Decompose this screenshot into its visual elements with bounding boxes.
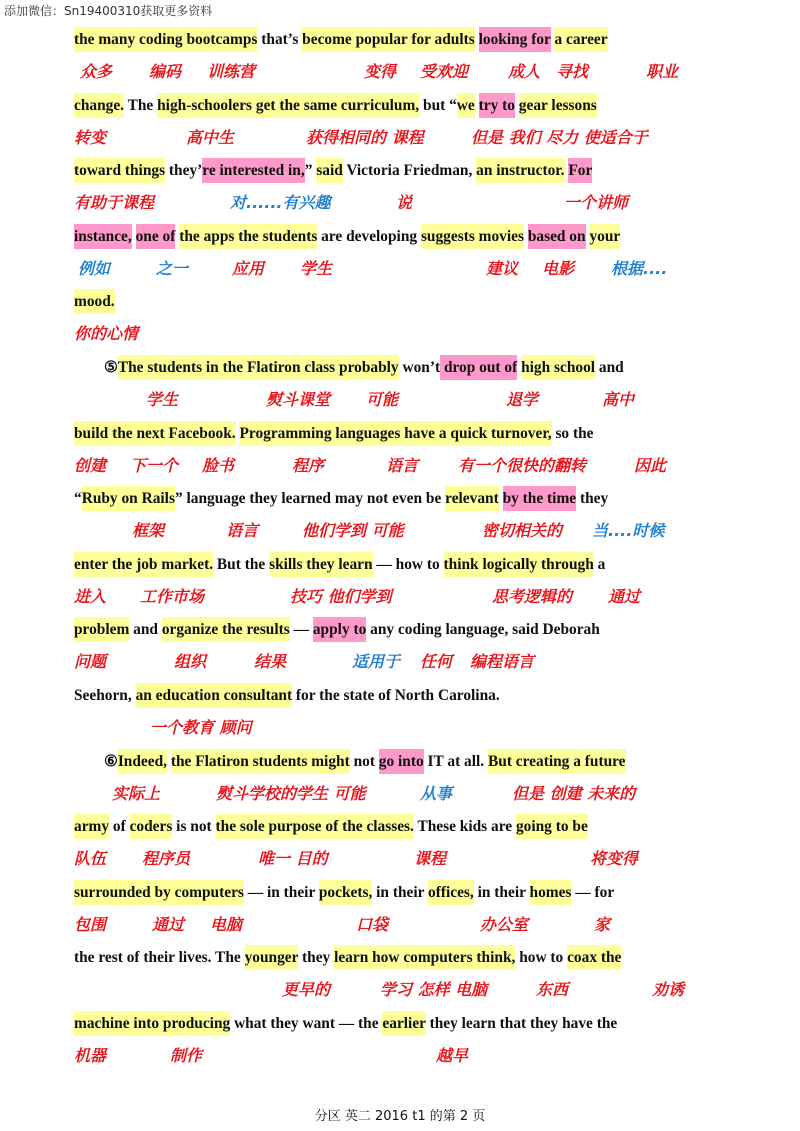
highlighted-phrase: organize the results xyxy=(162,617,290,642)
chinese-gloss: 适用于 xyxy=(352,652,401,672)
chinese-gloss: 学习 怎样 电脑 xyxy=(380,980,488,1000)
chinese-gloss-line xyxy=(74,584,740,610)
chinese-gloss: 当....时候 xyxy=(592,521,665,541)
highlighted-phrase: machine into producing xyxy=(74,1011,230,1036)
highlighted-phrase-pink: looking for xyxy=(479,27,551,52)
highlighted-phrase-pink: go into xyxy=(379,749,424,774)
chinese-gloss: 一个教育 顾问 xyxy=(150,718,252,737)
text-segment: in their xyxy=(473,883,530,901)
chinese-gloss-line xyxy=(74,649,740,675)
text-segment: ” language they learned may xyxy=(174,490,364,508)
chinese-gloss: 密切相关的 xyxy=(482,521,563,541)
text-segment: — in their xyxy=(243,883,319,901)
text-segment: ⑤ xyxy=(104,359,118,376)
english-line xyxy=(74,943,716,973)
chinese-gloss: 转变 xyxy=(74,127,107,147)
english-line xyxy=(74,615,716,645)
english-line xyxy=(74,1009,716,1039)
chinese-gloss-line xyxy=(74,912,740,938)
chinese-gloss: 包围 xyxy=(74,914,107,934)
text-segment: but “ xyxy=(419,96,457,114)
text-segment: that’s xyxy=(257,31,303,48)
english-line xyxy=(74,550,716,580)
highlighted-phrase: the apps the students xyxy=(179,224,317,249)
chinese-gloss: 程序 xyxy=(292,455,325,475)
highlighted-phrase: going to be xyxy=(516,814,588,839)
chinese-gloss: 组织 xyxy=(174,652,207,672)
text-segment: But the xyxy=(213,555,270,573)
watermark: 添加微信：Sn19400310获取更多资料 xyxy=(4,4,213,18)
chinese-gloss: 寻找 xyxy=(556,62,589,81)
chinese-gloss: 根据.... xyxy=(611,258,668,278)
chinese-gloss: 熨斗学校的学生 可能 xyxy=(216,783,366,803)
highlighted-phrase: suggests movies xyxy=(421,224,524,249)
highlighted-phrase-pink: apply to xyxy=(313,617,366,642)
chinese-gloss: 有助于课程 xyxy=(74,193,155,213)
chinese-gloss: 课程 xyxy=(414,849,447,869)
text-segment: of xyxy=(109,818,130,836)
english-line xyxy=(74,812,716,842)
chinese-gloss: 从事 xyxy=(420,783,453,803)
highlighted-phrase: army xyxy=(74,814,109,839)
chinese-gloss: 口袋 xyxy=(356,914,389,934)
text-segment: Victoria Friedman, xyxy=(342,162,477,180)
chinese-gloss: 建议 xyxy=(486,258,519,278)
chinese-gloss: 应用 xyxy=(232,258,265,278)
highlighted-phrase: relevant xyxy=(445,486,499,511)
chinese-gloss: 语言 xyxy=(226,521,259,541)
chinese-gloss: 一个讲师 xyxy=(564,193,629,213)
text-segment: IT at all. xyxy=(423,752,488,770)
highlighted-phrase-pink: one of xyxy=(136,224,176,249)
chinese-gloss: 结果 xyxy=(254,652,287,672)
chinese-gloss-line xyxy=(74,387,740,413)
chinese-gloss: 你的心情 xyxy=(74,324,139,344)
text-segment: t xyxy=(434,359,441,376)
text-segment: for the state of North Carolina. xyxy=(292,687,500,704)
chinese-gloss: 说 xyxy=(396,193,413,213)
chinese-gloss: 机器 xyxy=(74,1046,107,1065)
chinese-gloss-line xyxy=(74,781,740,807)
text-segment: so the xyxy=(551,424,594,442)
english-line xyxy=(74,287,716,317)
chinese-gloss-line xyxy=(74,190,740,216)
chinese-gloss-line xyxy=(74,321,740,347)
highlighted-phrase: we xyxy=(457,93,475,118)
text-segment: not even be xyxy=(363,490,446,508)
chinese-gloss: 框架 xyxy=(132,521,165,541)
chinese-gloss: 将变得 xyxy=(590,849,639,869)
highlighted-phrase: an education consultant xyxy=(136,683,293,708)
highlighted-phrase-pink: try to xyxy=(479,93,515,118)
chinese-gloss: 学生 xyxy=(146,390,179,409)
text-segment: how to xyxy=(515,949,568,967)
highlighted-phrase: homes xyxy=(530,880,572,905)
english-line xyxy=(74,353,716,383)
chinese-gloss: 有一个很快的翻转 xyxy=(458,455,587,475)
text-segment: they xyxy=(576,490,609,508)
chinese-gloss: 职业 xyxy=(646,62,679,81)
chinese-gloss: 但是 创建 未来的 xyxy=(512,783,636,803)
chinese-gloss: 训练营 xyxy=(207,62,256,81)
text-segment: they xyxy=(298,949,335,967)
chinese-gloss: 东西 xyxy=(536,980,569,1000)
highlighted-phrase: problem xyxy=(74,617,129,642)
chinese-gloss: 办公室 xyxy=(480,914,529,934)
english-line xyxy=(74,681,716,711)
chinese-gloss: 工作市场 xyxy=(140,586,205,606)
text-segment: not xyxy=(349,752,379,770)
chinese-gloss: 对......有兴趣 xyxy=(230,193,331,213)
text-segment xyxy=(499,486,503,511)
highlighted-phrase: offices, xyxy=(428,880,474,905)
chinese-gloss: 家 xyxy=(594,914,611,934)
chinese-gloss-line xyxy=(74,1043,740,1069)
english-line xyxy=(74,878,716,908)
chinese-gloss-line xyxy=(74,846,740,872)
highlighted-phrase: the sole purpose of the classes. xyxy=(216,814,414,839)
chinese-gloss: 制作 xyxy=(170,1046,203,1065)
text-segment: they learn that they have the xyxy=(425,1015,618,1032)
chinese-gloss: 劝诱 xyxy=(652,980,685,1000)
chinese-gloss: 程序员 xyxy=(142,849,191,869)
english-line xyxy=(74,25,716,55)
english-line xyxy=(74,91,716,121)
text-segment: they’ xyxy=(165,162,203,180)
chinese-gloss: 之一 xyxy=(156,258,189,278)
chinese-gloss: 高中 xyxy=(602,390,635,409)
highlighted-phrase: your xyxy=(589,224,620,249)
highlighted-phrase: said xyxy=(316,158,343,183)
chinese-gloss: 越早 xyxy=(436,1046,469,1065)
chinese-gloss: 变得 xyxy=(364,62,397,81)
text-segment: — xyxy=(289,621,313,639)
chinese-gloss: 众多 xyxy=(80,62,113,81)
highlighted-phrase: high-schoolers get the same curriculum, xyxy=(157,93,419,118)
chinese-gloss: 下一个 xyxy=(130,455,179,475)
highlighted-phrase: enter the job market. xyxy=(74,552,213,577)
chinese-gloss-line xyxy=(74,59,740,85)
chinese-gloss: 任何 xyxy=(420,652,453,672)
chinese-gloss-line xyxy=(74,715,740,741)
highlighted-phrase-pink: drop out of xyxy=(440,355,517,380)
highlighted-phrase: younger xyxy=(245,945,299,970)
text-segment: “ xyxy=(74,490,82,508)
english-line xyxy=(74,484,716,514)
chinese-gloss: 唯一 目的 xyxy=(258,849,328,869)
chinese-gloss: 编码 xyxy=(149,62,182,81)
english-line xyxy=(74,222,716,252)
text-segment: any coding language, xyxy=(366,621,509,639)
highlighted-phrase: the Flatiron students might xyxy=(171,749,350,774)
text-segment: is not xyxy=(172,818,216,836)
chinese-gloss: 更早的 xyxy=(282,980,331,1000)
chinese-gloss: 实际上 xyxy=(112,783,161,803)
highlighted-phrase: learn how computers think, xyxy=(334,945,515,970)
chinese-gloss: 通过 xyxy=(152,914,185,934)
chinese-gloss-line xyxy=(74,256,740,282)
chinese-gloss-line xyxy=(74,125,740,151)
highlighted-phrase: an instructor. xyxy=(476,158,564,183)
chinese-gloss: 技巧 他们学到 xyxy=(290,586,392,606)
chinese-gloss-line xyxy=(74,518,740,544)
chinese-gloss: 可能 xyxy=(366,390,399,409)
chinese-gloss: 受欢迎 xyxy=(420,62,469,81)
highlighted-phrase: But creating a future xyxy=(488,749,626,774)
highlighted-phrase: mood. xyxy=(74,289,115,314)
highlighted-phrase: the many coding bootcamps xyxy=(74,27,257,52)
chinese-gloss: 但是 我们 尽力 使适合于 xyxy=(471,127,648,147)
chinese-gloss: 熨斗课堂 xyxy=(266,390,331,409)
english-line xyxy=(74,156,716,186)
highlighted-phrase-pink: by the time xyxy=(503,486,577,511)
text-segment: ” xyxy=(304,162,317,180)
chinese-gloss-line xyxy=(74,453,740,479)
chinese-gloss: 学生 xyxy=(300,258,333,278)
chinese-gloss: 例如 xyxy=(78,258,111,278)
chinese-gloss: 语言 xyxy=(386,455,419,475)
highlighted-phrase-pink: For xyxy=(568,158,592,183)
chinese-gloss: 队伍 xyxy=(74,849,107,869)
highlighted-phrase: earlier xyxy=(382,1011,425,1036)
highlighted-phrase: Indeed, xyxy=(118,749,167,774)
text-segment: — how to xyxy=(372,555,444,573)
highlighted-phrase: become popular for adults xyxy=(302,27,475,52)
chinese-gloss-line xyxy=(74,977,740,1003)
highlighted-phrase: surrounded by computers xyxy=(74,880,244,905)
highlighted-phrase: Ruby on Rails xyxy=(82,486,175,511)
chinese-gloss: 编程语言 xyxy=(470,652,535,672)
highlighted-phrase: gear lessons xyxy=(519,93,597,118)
highlighted-phrase-pink: re interested in, xyxy=(202,158,304,183)
chinese-gloss: 思考逻辑的 xyxy=(492,586,573,606)
highlighted-phrase: build the next Facebook. xyxy=(74,421,236,446)
text-segment: in their xyxy=(372,883,429,901)
chinese-gloss: 问题 xyxy=(74,652,107,672)
chinese-gloss: 获得相同的 课程 xyxy=(306,127,424,147)
highlighted-phrase: coax the xyxy=(567,945,621,970)
chinese-gloss: 电脑 xyxy=(210,914,243,934)
text-segment: are developing xyxy=(317,227,421,245)
highlighted-phrase-pink: instance, xyxy=(74,224,132,249)
highlighted-phrase: Programming languages have a quick turnover, xyxy=(239,421,551,446)
highlighted-phrase-pink: based on xyxy=(528,224,586,249)
text-segment: — for xyxy=(571,883,615,901)
text-segment: won’ xyxy=(398,359,435,376)
english-line xyxy=(74,747,716,777)
text-segment: and xyxy=(129,621,162,639)
text-segment xyxy=(132,224,136,249)
chinese-gloss: 电影 xyxy=(542,258,575,278)
chinese-gloss: 高中生 xyxy=(186,127,235,147)
text-segment: The xyxy=(124,96,158,114)
text-segment: ⑥ xyxy=(104,752,118,770)
chinese-gloss: 成人 xyxy=(508,62,541,81)
highlighted-phrase: skills they learn xyxy=(269,552,372,577)
chinese-gloss: 脸书 xyxy=(202,455,235,475)
text-segment: what they want — the xyxy=(230,1015,383,1032)
text-segment: said Deborah xyxy=(508,621,600,639)
text-segment: and xyxy=(595,359,624,376)
highlighted-phrase: coders xyxy=(130,814,173,839)
text-segment: the rest of their lives. The xyxy=(74,949,245,967)
chinese-gloss: 进入 xyxy=(74,586,107,606)
english-line xyxy=(74,419,716,449)
chinese-gloss: 他们学到 可能 xyxy=(302,521,404,541)
chinese-gloss: 因此 xyxy=(634,455,667,475)
highlighted-phrase: toward things xyxy=(74,158,165,183)
highlighted-phrase: pockets, xyxy=(319,880,372,905)
page-footer: 分区 英二 2016 t1 的第 2 页 xyxy=(314,1109,486,1124)
chinese-gloss: 通过 xyxy=(608,586,641,606)
text-segment: a xyxy=(593,555,606,573)
highlighted-phrase: high school xyxy=(521,355,595,380)
text-segment: Seehorn, xyxy=(74,687,136,704)
chinese-gloss: 退学 xyxy=(506,390,539,409)
text-segment: These kids are xyxy=(413,818,516,836)
highlighted-phrase: change. xyxy=(74,93,124,118)
highlighted-phrase: The students in the Flatiron class probably xyxy=(118,355,399,380)
highlighted-phrase: a career xyxy=(554,27,607,52)
highlighted-phrase: think logically through xyxy=(444,552,594,577)
chinese-gloss: 创建 xyxy=(74,455,107,475)
